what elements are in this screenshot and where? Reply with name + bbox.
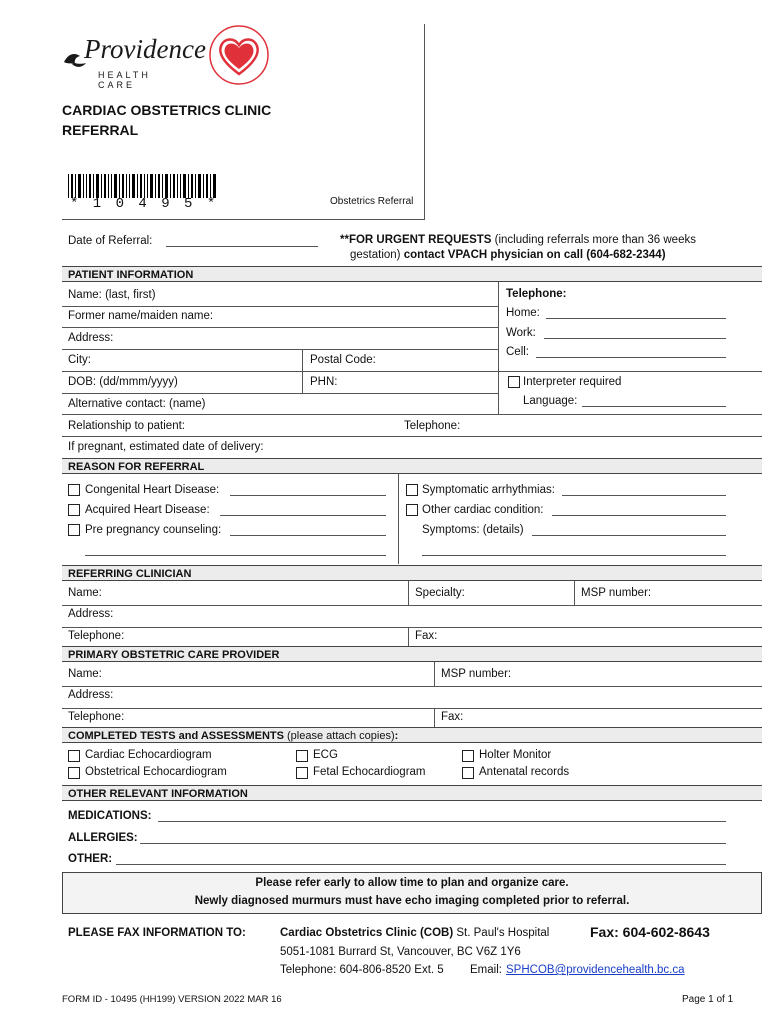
primary-address-label: Address: bbox=[68, 689, 114, 701]
notice-line2: Newly diagnosed murmurs must have echo imaging completed prior to referral. bbox=[194, 895, 630, 907]
acquired-label: Acquired Heart Disease: bbox=[85, 504, 210, 516]
section-patient-information: PATIENT INFORMATION bbox=[62, 266, 762, 282]
clinic-telephone: Telephone: 604-806-8520 Ext. 5 bbox=[280, 964, 444, 976]
section-primary-obstetric-provider: PRIMARY OBSTETRIC CARE PROVIDER bbox=[62, 646, 762, 662]
fax-info-label: PLEASE FAX INFORMATION TO: bbox=[68, 927, 246, 939]
prepregnancy-field[interactable] bbox=[230, 535, 386, 536]
patient-name-label: Name: (last, first) bbox=[68, 289, 156, 301]
fax-number: Fax: 604-602-8643 bbox=[590, 924, 710, 940]
symptoms-field-2[interactable] bbox=[422, 555, 726, 556]
antenatal-label: Antenatal records bbox=[479, 766, 570, 778]
prepregnancy-field-2[interactable] bbox=[85, 555, 386, 556]
other-label: OTHER: bbox=[68, 853, 113, 865]
referring-msp-label: MSP number: bbox=[581, 587, 652, 599]
section-referring-clinician: REFERRING CLINICIAN bbox=[62, 565, 762, 581]
date-of-referral-label: Date of Referral: bbox=[68, 235, 153, 247]
referring-address-label: Address: bbox=[68, 608, 114, 620]
referring-telephone-label: Telephone: bbox=[68, 630, 125, 642]
antenatal-checkbox[interactable] bbox=[462, 767, 474, 779]
cell-phone-label: Cell: bbox=[506, 346, 530, 358]
providence-logo bbox=[62, 30, 206, 90]
interpreter-checkbox[interactable] bbox=[508, 376, 520, 388]
logo-wordmark: Providence bbox=[84, 34, 206, 64]
edd-label: If pregnant, estimated date of delivery: bbox=[68, 441, 264, 453]
other-condition-checkbox[interactable] bbox=[406, 504, 418, 516]
barcode bbox=[68, 174, 218, 198]
referring-name-label: Name: bbox=[68, 587, 102, 599]
section-completed-tests: COMPLETED TESTS and ASSESSMENTS (please attach copies): bbox=[62, 727, 762, 743]
work-phone-label: Work: bbox=[506, 327, 536, 339]
clinic-email-label: Email: bbox=[470, 964, 502, 976]
symptoms-label: Symptoms: (details) bbox=[422, 524, 524, 536]
obstetrical-echo-checkbox[interactable] bbox=[68, 767, 80, 779]
work-phone-field[interactable] bbox=[544, 338, 726, 339]
barcode-number: * 1 0 4 9 5 * bbox=[70, 196, 219, 212]
cell-phone-field[interactable] bbox=[536, 357, 726, 358]
fetal-echo-checkbox[interactable] bbox=[296, 767, 308, 779]
heart-logo-icon bbox=[208, 24, 270, 86]
home-phone-field[interactable] bbox=[546, 318, 726, 319]
arrhythmias-field[interactable] bbox=[562, 495, 726, 496]
logo-subtitle: HEALTH CARE bbox=[98, 70, 151, 90]
primary-name-label: Name: bbox=[68, 668, 102, 680]
clinic-name: Cardiac Obstetrics Clinic (COB) St. Paul's Hospital bbox=[280, 927, 550, 939]
referring-fax-label: Fax: bbox=[415, 630, 438, 642]
prepregnancy-checkbox[interactable] bbox=[68, 524, 80, 536]
primary-telephone-label: Telephone: bbox=[68, 711, 125, 723]
cardiac-echo-label: Cardiac Echocardiogram bbox=[85, 749, 212, 761]
obstetrics-referral-tag: Obstetrics Referral bbox=[330, 196, 414, 207]
city-label: City: bbox=[68, 354, 91, 366]
form-title-line1: CARDIAC OBSTETRICS CLINIC bbox=[62, 102, 272, 118]
allergies-field[interactable] bbox=[140, 843, 726, 844]
section-reason-for-referral: REASON FOR REFERRAL bbox=[62, 458, 762, 474]
relationship-label: Relationship to patient: bbox=[68, 420, 185, 432]
holter-checkbox[interactable] bbox=[462, 750, 474, 762]
fetal-echo-label: Fetal Echocardiogram bbox=[313, 766, 426, 778]
date-of-referral-field[interactable] bbox=[166, 246, 318, 247]
form-title-line2: REFERRAL bbox=[62, 122, 139, 138]
dob-label: DOB: (dd/mmm/yyyy) bbox=[68, 376, 178, 388]
other-condition-field[interactable] bbox=[552, 515, 726, 516]
urgent-notice-line1: **FOR URGENT REQUESTS (including referrals more than 36 weeks bbox=[340, 234, 696, 246]
acquired-checkbox[interactable] bbox=[68, 504, 80, 516]
patient-address-label: Address: bbox=[68, 332, 114, 344]
arrhythmias-label: Symptomatic arrhythmias: bbox=[422, 484, 555, 496]
primary-msp-label: MSP number: bbox=[441, 668, 512, 680]
medications-field[interactable] bbox=[158, 821, 726, 822]
alternative-contact-label: Alternative contact: (name) bbox=[68, 398, 206, 410]
telephone-heading: Telephone: bbox=[506, 288, 567, 300]
notice-line1: Please refer early to allow time to plan and organize care. bbox=[255, 877, 569, 889]
medications-label: MEDICATIONS: bbox=[68, 810, 152, 822]
other-field[interactable] bbox=[116, 864, 726, 865]
ecg-checkbox[interactable] bbox=[296, 750, 308, 762]
former-name-label: Former name/maiden name: bbox=[68, 310, 214, 322]
form-id: FORM ID - 10495 (HH199) VERSION 2022 MAR 16 bbox=[62, 994, 282, 1005]
relationship-telephone-label: Telephone: bbox=[404, 420, 461, 432]
acquired-field[interactable] bbox=[220, 515, 386, 516]
other-condition-label: Other cardiac condition: bbox=[422, 504, 544, 516]
specialty-label: Specialty: bbox=[415, 587, 465, 599]
language-field[interactable] bbox=[582, 406, 726, 407]
obstetrical-echo-label: Obstetrical Echocardiogram bbox=[85, 766, 227, 778]
allergies-label: ALLERGIES: bbox=[68, 832, 138, 844]
section-other-relevant-information: OTHER RELEVANT INFORMATION bbox=[62, 785, 762, 801]
congenital-label: Congenital Heart Disease: bbox=[85, 484, 220, 496]
clinic-address: 5051-1081 Burrard St, Vancouver, BC V6Z 1Y6 bbox=[280, 946, 521, 958]
home-phone-label: Home: bbox=[506, 307, 540, 319]
symptoms-field[interactable] bbox=[532, 535, 726, 536]
prepregnancy-label: Pre pregnancy counseling: bbox=[85, 524, 222, 536]
phn-label: PHN: bbox=[310, 376, 338, 388]
ecg-label: ECG bbox=[313, 749, 338, 761]
clinic-email-link[interactable]: SPHCOB@providencehealth.bc.ca bbox=[506, 964, 685, 976]
holter-label: Holter Monitor bbox=[479, 749, 552, 761]
cardiac-echo-checkbox[interactable] bbox=[68, 750, 80, 762]
interpreter-label: Interpreter required bbox=[523, 376, 622, 388]
congenital-field[interactable] bbox=[230, 495, 386, 496]
congenital-checkbox[interactable] bbox=[68, 484, 80, 496]
page-number: Page 1 of 1 bbox=[682, 994, 734, 1005]
primary-fax-label: Fax: bbox=[441, 711, 464, 723]
arrhythmias-checkbox[interactable] bbox=[406, 484, 418, 496]
language-label: Language: bbox=[523, 395, 578, 407]
postal-code-label: Postal Code: bbox=[310, 354, 376, 366]
urgent-notice-line2: gestation) contact VPACH physician on call (604-682-2344) bbox=[350, 249, 666, 261]
